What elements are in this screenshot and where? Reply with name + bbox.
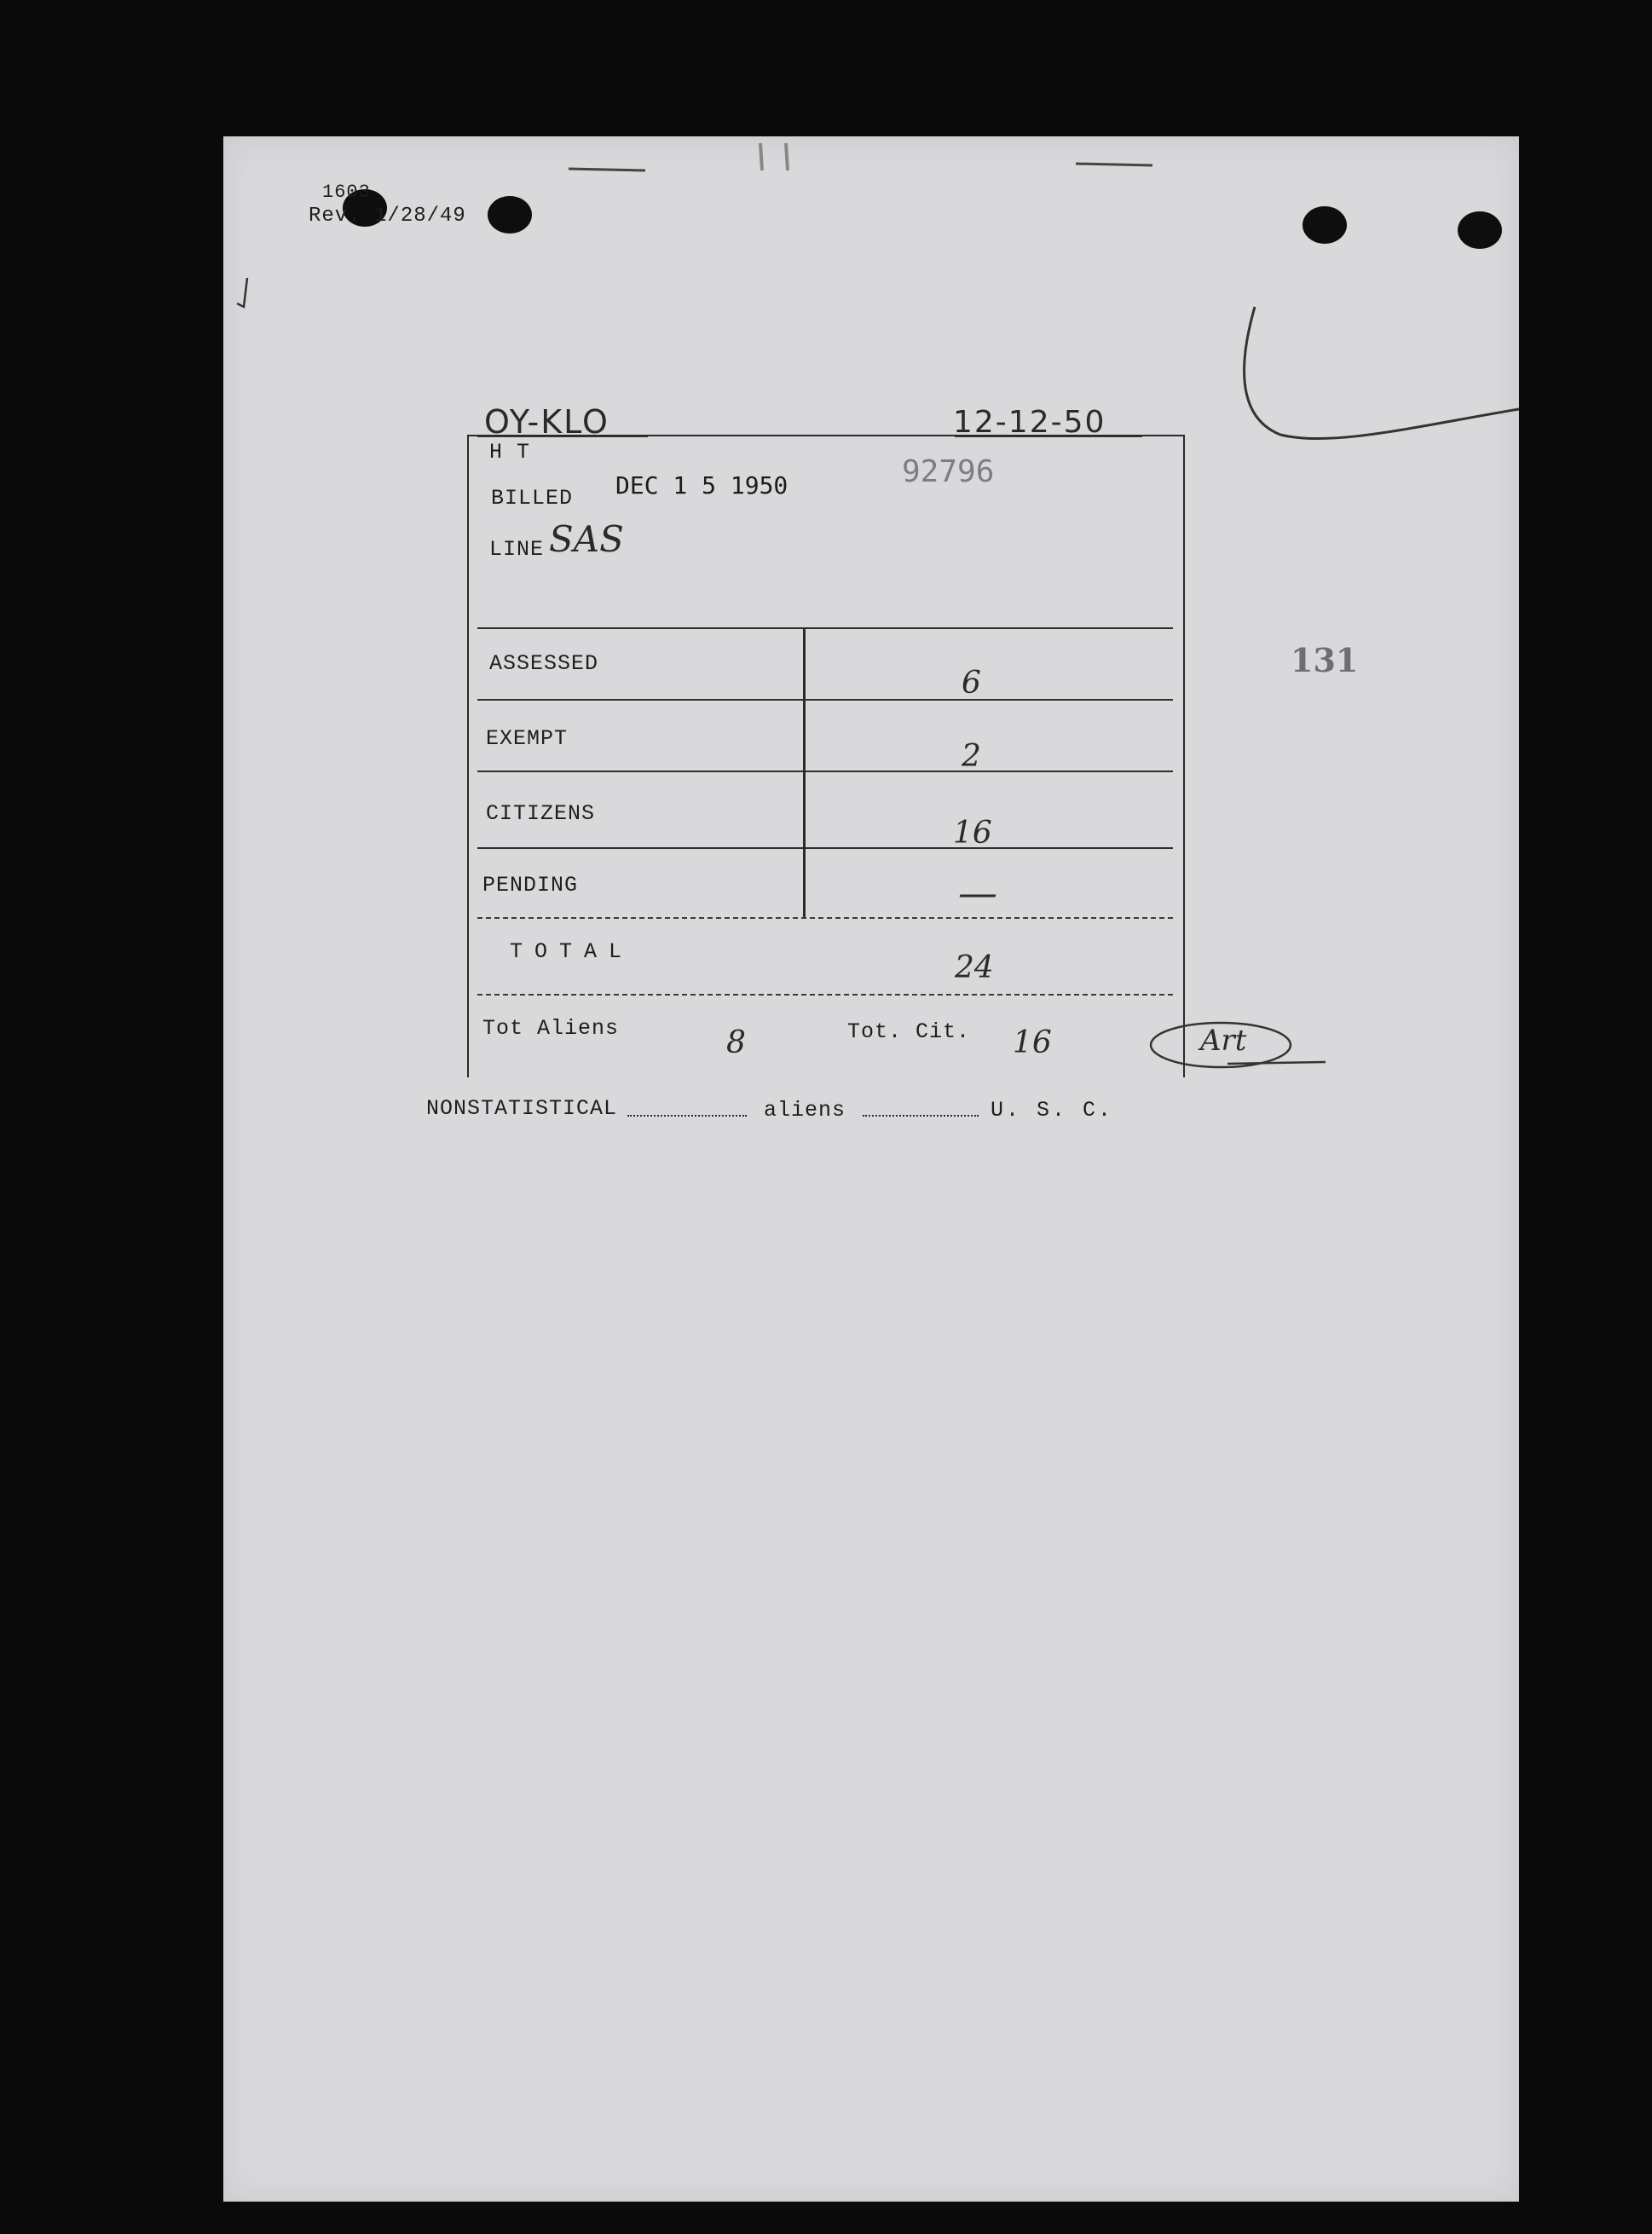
row-divider bbox=[477, 847, 1173, 849]
punch-hole bbox=[1303, 206, 1347, 244]
row-label-assessed: ASSESSED bbox=[489, 651, 599, 676]
total-label: TOTAL bbox=[510, 939, 634, 964]
row-label-citizens: CITIZENS bbox=[486, 801, 596, 826]
aliens-blank bbox=[863, 1115, 979, 1117]
row-divider bbox=[477, 917, 1173, 919]
tot-aliens-label: Tot Aliens bbox=[482, 1016, 620, 1041]
row-value-assessed: 6 bbox=[962, 666, 981, 701]
form-number: 1603 bbox=[322, 182, 371, 203]
row-value-exempt: 2 bbox=[962, 739, 981, 774]
line-label: LINE bbox=[489, 537, 545, 562]
row-divider bbox=[477, 699, 1173, 701]
punch-hole bbox=[1458, 211, 1502, 249]
form-revision: Rev. 1/28/49 bbox=[309, 205, 466, 228]
row-divider bbox=[477, 771, 1173, 772]
row-label-pending: PENDING bbox=[482, 873, 579, 898]
tot-cit-label: Tot. Cit. bbox=[847, 1019, 971, 1044]
row-label-exempt: EXEMPT bbox=[486, 726, 569, 751]
page-number: 131 bbox=[1291, 641, 1359, 679]
billed-date-stamp: DEC 1 5 1950 bbox=[615, 471, 788, 499]
row-value-citizens: 16 bbox=[953, 816, 992, 851]
handwritten-code: OY-KLO bbox=[484, 403, 609, 441]
row-value-pending: — bbox=[958, 869, 997, 915]
line-value: SAS bbox=[549, 518, 624, 560]
column-divider bbox=[803, 629, 806, 917]
nonstatistical-blank bbox=[627, 1115, 747, 1117]
initials: Art bbox=[1200, 1024, 1247, 1058]
aliens-label: aliens bbox=[764, 1098, 846, 1123]
tot-aliens-value: 8 bbox=[726, 1025, 746, 1060]
punch-hole bbox=[488, 196, 532, 234]
billed-label: BILLED bbox=[491, 486, 574, 511]
pencil-curve-mark bbox=[1229, 298, 1519, 452]
nonstatistical-label: NONSTATISTICAL bbox=[426, 1096, 618, 1121]
stamp-number: 92796 bbox=[902, 454, 995, 489]
section-divider bbox=[477, 627, 1173, 629]
total-value: 24 bbox=[955, 950, 994, 985]
top-edge-marks bbox=[223, 136, 1519, 188]
check-mark bbox=[232, 273, 257, 315]
handwritten-date: 12-12-50 bbox=[953, 405, 1106, 440]
usc-label: U. S. C. bbox=[991, 1098, 1114, 1123]
tot-cit-value: 16 bbox=[1013, 1025, 1052, 1060]
tally-form bbox=[467, 435, 1185, 1077]
row-divider bbox=[477, 994, 1173, 996]
ht-label: H T bbox=[489, 440, 531, 465]
